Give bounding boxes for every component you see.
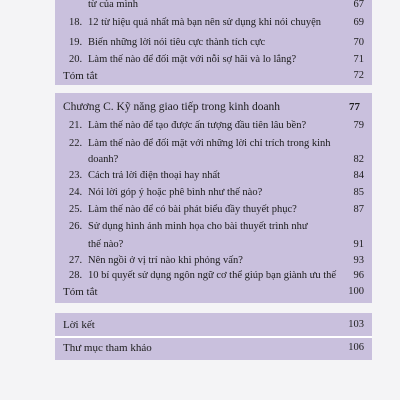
closing-page: 103: [348, 319, 364, 330]
toc-entry: [0, 15, 400, 31]
chapter-title: Chương C. Kỹ năng giao tiếp trong kinh doanh: [63, 101, 281, 113]
entry-page: 82: [353, 154, 364, 165]
toc-closing-entry: [0, 340, 400, 356]
entry-page: 71: [353, 54, 364, 65]
entry-title: Làm thế nào để tạo được ấn tượng đầu tiên lâu bền?: [88, 120, 307, 131]
chapter-page: 77: [349, 101, 360, 113]
entry-title: Làm thế nào để đối mặt với nỗi sợ hãi và lo lắng?: [88, 54, 297, 65]
entry-title: Làm thế nào để đối mặt với những lời chỉ trích trong kinh: [88, 138, 331, 149]
entry-page: 91: [353, 239, 364, 250]
entry-page: 85: [353, 187, 364, 198]
entry-page: 84: [353, 170, 364, 181]
entry-title: Nói lời góp ý hoặc phê bình như thế nào?: [88, 187, 263, 198]
entry-page: 96: [353, 270, 364, 281]
entry-page: 93: [353, 255, 364, 266]
toc-entry: [0, 52, 400, 68]
toc-entry: [0, 136, 400, 152]
entry-title: doanh?: [88, 154, 119, 165]
summary-title: Tóm tắt: [63, 70, 98, 82]
entry-title: 10 bí quyết sử dụng ngôn ngữ cơ thể giúp bạn giành ưu thế: [88, 270, 337, 281]
entry-title: thế nào?: [88, 239, 124, 250]
toc-entry: [0, 0, 400, 13]
entry-number: 25.: [69, 204, 83, 215]
summary-page: 100: [348, 286, 364, 297]
toc-closing-entry: [0, 317, 400, 333]
entry-number: 23.: [69, 170, 83, 181]
toc-entry: [0, 268, 400, 284]
entry-page: 79: [353, 120, 364, 131]
toc-entry: [0, 185, 400, 201]
entry-number: 28.: [69, 270, 83, 281]
entry-title: Nên ngồi ở vị trí nào khi phỏng vấn?: [88, 255, 243, 266]
closing-title: Lời kết: [63, 319, 95, 331]
entry-page: 87: [353, 204, 364, 215]
entry-number: 18.: [69, 17, 83, 28]
toc-entry-continuation: [0, 237, 400, 253]
closing-page: 106: [348, 342, 364, 353]
entry-number: 27.: [69, 255, 83, 266]
entry-number: 24.: [69, 187, 83, 198]
summary-page: 72: [353, 70, 364, 81]
toc-summary: [0, 68, 400, 84]
entry-title: 12 từ hiệu quả nhất mà bạn nên sử dụng khi nói chuyện: [88, 17, 322, 28]
toc-entry: [0, 219, 400, 235]
toc-entry: [0, 202, 400, 218]
entry-number: 21.: [69, 120, 83, 131]
entry-title: Sử dụng hình ảnh minh họa cho bài thuyết trình như: [88, 221, 308, 232]
toc-entry: [0, 35, 400, 51]
entry-title: Biến những lời nói tiêu cực thành tích cực: [88, 37, 266, 48]
entry-page: 67: [353, 0, 364, 10]
entry-page: 69: [353, 17, 364, 28]
entry-number: 19.: [69, 37, 83, 48]
summary-title: Tóm tắt: [63, 286, 98, 298]
entry-title: Cách trả lời điện thoại hay nhất: [88, 170, 221, 181]
entry-page: 70: [353, 37, 364, 48]
entry-number: 22.: [69, 138, 83, 149]
toc-summary: [0, 284, 400, 300]
toc-entry: [0, 118, 400, 134]
chapter-heading: [0, 99, 400, 115]
entry-title: Làm thế nào để có bài phát biểu đầy thuyết phục?: [88, 204, 297, 215]
entry-title: từ của mình: [88, 0, 139, 10]
entry-number: 20.: [69, 54, 83, 65]
entry-number: 26.: [69, 221, 83, 232]
closing-title: Thư mục tham khảo: [63, 342, 152, 354]
toc-entry: [0, 253, 400, 269]
toc-entry: [0, 168, 400, 184]
toc-entry-continuation: [0, 152, 400, 168]
